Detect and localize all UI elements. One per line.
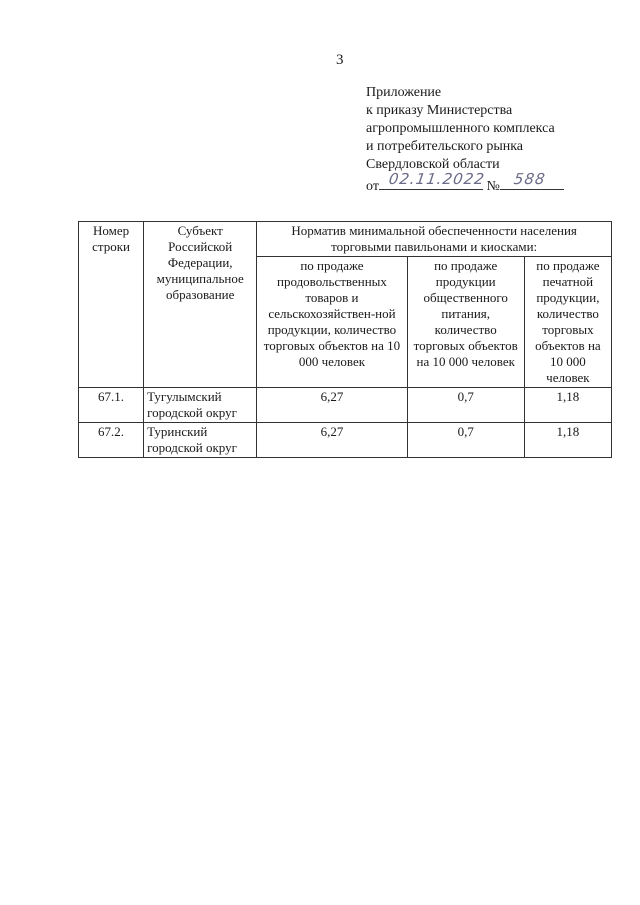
cell-subject: Тугулымский городской округ	[144, 388, 257, 423]
cell-print: 1,18	[524, 388, 611, 423]
number-prefix: №	[486, 179, 500, 194]
header-catering: по продаже продукции общественного питания, количество торговых объектов на 10 000 человек	[407, 257, 524, 388]
header-subject: Субъект Российской Федерации, муниципальное образование	[144, 222, 257, 388]
table-row	[79, 423, 612, 458]
norm-table	[78, 221, 612, 458]
table-header-row	[79, 222, 612, 257]
header-food: по продаже продовольственных товаров и сельскохозяйствен-ной продукции, количество торговых объектов на 10 000 человек	[257, 257, 407, 388]
cell-print: 1,18	[524, 423, 611, 458]
handwritten-number: 588	[512, 170, 547, 188]
appendix-block	[366, 84, 564, 196]
date-prefix: от	[366, 179, 379, 194]
date-blank	[379, 170, 487, 190]
appendix-line: к приказу Министерства	[366, 103, 513, 118]
cell-subject: Туринский городской округ	[144, 423, 257, 458]
order-date-number-line	[366, 170, 564, 196]
cell-row-number: 67.1.	[79, 388, 144, 423]
appendix-line: и потребительского рынка	[366, 139, 524, 154]
handwritten-date: 02.11.2022	[387, 170, 487, 188]
appendix-line: Свердловской области	[366, 157, 500, 172]
header-norm-group: Норматив минимальной обеспеченности населения торговыми павильонами и киосками:	[257, 222, 612, 257]
cell-row-number: 67.2.	[79, 423, 144, 458]
cell-food: 6,27	[257, 388, 407, 423]
cell-catering: 0,7	[407, 388, 524, 423]
number-blank	[500, 170, 564, 190]
header-row-number: Номер строки	[79, 222, 144, 388]
appendix-line: агропромышленного комплекса	[366, 121, 555, 136]
appendix-line: Приложение	[366, 85, 442, 100]
table-row	[79, 388, 612, 423]
cell-food: 6,27	[257, 423, 407, 458]
header-print: по продаже печатной продукции, количество торговых объектов на 10 000 человек	[524, 257, 611, 388]
page-number: 3	[336, 52, 344, 68]
cell-catering: 0,7	[407, 423, 524, 458]
